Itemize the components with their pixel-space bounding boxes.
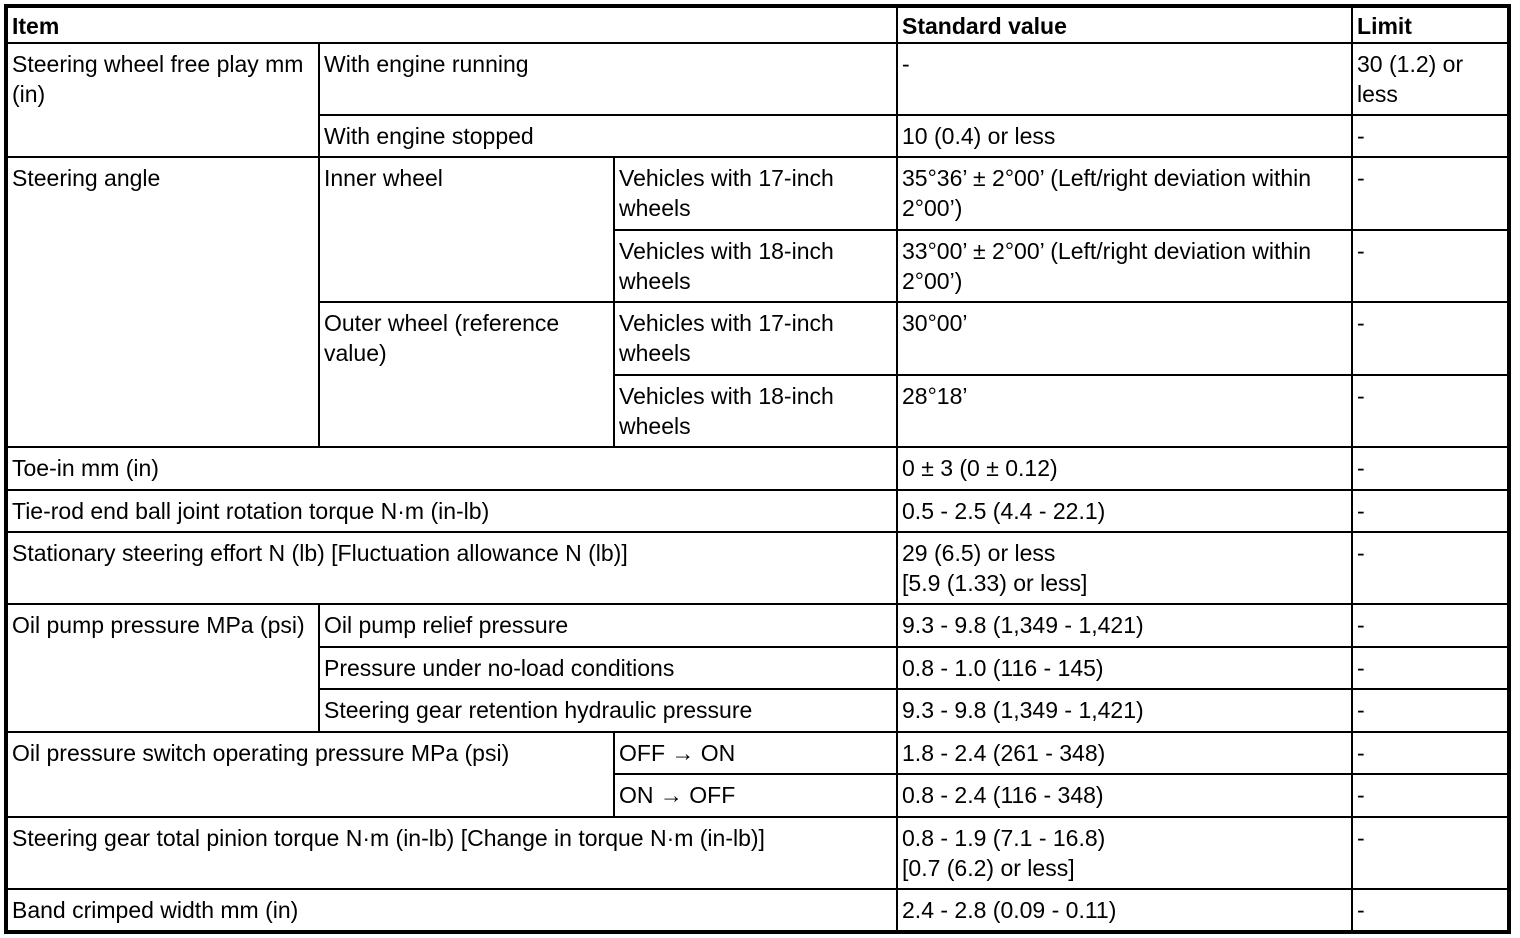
- table-row: [7, 532, 1508, 604]
- table-row: [7, 817, 1508, 889]
- standard-line-1: 29 (6.5) or less: [902, 540, 1056, 566]
- limit-inner-17: -: [1352, 157, 1508, 230]
- standard-outer-18: 28°18’: [897, 375, 1352, 447]
- outer-18-inch: Vehicles with 18-inch wheels: [614, 375, 897, 447]
- sub-engine-running: With engine running: [319, 43, 897, 115]
- standard-stationary-effort: [897, 532, 1352, 604]
- item-free-play: Steering wheel free play mm (in): [7, 43, 319, 157]
- inner-17-inch: Vehicles with 17-inch wheels: [614, 157, 897, 230]
- item-stationary-effort: Stationary steering effort N (lb) [Fluctuation allowance N (lb)]: [7, 532, 897, 604]
- header-limit: Limit: [1352, 7, 1508, 43]
- limit-outer-17: -: [1352, 302, 1508, 375]
- item-oil-pump-pressure: Oil pump pressure MPa (psi): [7, 604, 319, 732]
- limit-no-load-pressure: -: [1352, 647, 1508, 689]
- limit-band-crimped-width: -: [1352, 889, 1508, 931]
- table-row: [7, 889, 1508, 931]
- limit-engine-stopped: -: [1352, 115, 1508, 157]
- sub-outer-wheel: Outer wheel (reference value): [319, 302, 614, 447]
- item-tie-rod: Tie-rod end ball joint rotation torque N·m (in-lb): [7, 490, 897, 532]
- item-pinion-torque: Steering gear total pinion torque N·m (in-lb) [Change in torque N·m (in-lb)]: [7, 817, 897, 889]
- table-row: [7, 43, 1508, 115]
- item-toe-in: Toe-in mm (in): [7, 447, 897, 490]
- table-row: [7, 732, 1508, 774]
- limit-tie-rod: -: [1352, 490, 1508, 532]
- standard-band-crimped-width: 2.4 - 2.8 (0.09 - 0.11): [897, 889, 1352, 931]
- limit-off-to-on: -: [1352, 732, 1508, 774]
- sub-engine-stopped: With engine stopped: [319, 115, 897, 157]
- sub-relief-pressure: Oil pump relief pressure: [319, 604, 897, 647]
- inner-18-inch: Vehicles with 18-inch wheels: [614, 230, 897, 302]
- sub-no-load-pressure: Pressure under no-load conditions: [319, 647, 897, 689]
- standard-retention-pressure: 9.3 - 9.8 (1,349 - 1,421): [897, 689, 1352, 732]
- standard-outer-17: 30°00’: [897, 302, 1352, 375]
- item-band-crimped-width: Band crimped width mm (in): [7, 889, 897, 931]
- standard-line-2: [5.9 (1.33) or less]: [902, 570, 1088, 596]
- limit-engine-running: 30 (1.2) or less: [1352, 43, 1508, 115]
- standard-toe-in: 0 ± 3 (0 ± 0.12): [897, 447, 1352, 490]
- standard-pinion-torque: [897, 817, 1352, 889]
- standard-off-to-on: 1.8 - 2.4 (261 - 348): [897, 732, 1352, 774]
- table-row: [7, 157, 1508, 230]
- sub-off-to-on: OFF → ON: [614, 732, 897, 774]
- standard-inner-18: 33°00’ ± 2°00’ (Left/right deviation within 2°00’): [897, 230, 1352, 302]
- sub-on-to-off: ON → OFF: [614, 774, 897, 817]
- header-standard-value: Standard value: [897, 7, 1352, 43]
- limit-outer-18: -: [1352, 375, 1508, 447]
- specification-table: [6, 6, 1509, 932]
- standard-tie-rod: 0.5 - 2.5 (4.4 - 22.1): [897, 490, 1352, 532]
- limit-retention-pressure: -: [1352, 689, 1508, 732]
- sub-inner-wheel: Inner wheel: [319, 157, 614, 302]
- limit-stationary-effort: -: [1352, 532, 1508, 604]
- table-row: [7, 447, 1508, 490]
- table-row: [7, 490, 1508, 532]
- limit-relief-pressure: -: [1352, 604, 1508, 647]
- standard-line-1: 0.8 - 1.9 (7.1 - 16.8): [902, 825, 1106, 851]
- standard-engine-running: -: [897, 43, 1352, 115]
- outer-17-inch: Vehicles with 17-inch wheels: [614, 302, 897, 375]
- sub-retention-pressure: Steering gear retention hydraulic pressure: [319, 689, 897, 732]
- limit-pinion-torque: -: [1352, 817, 1508, 889]
- limit-toe-in: -: [1352, 447, 1508, 490]
- item-steering-angle: Steering angle: [7, 157, 319, 447]
- header-item: Item: [7, 7, 897, 43]
- standard-line-2: [0.7 (6.2) or less]: [902, 855, 1075, 881]
- table-row: [7, 604, 1508, 647]
- standard-inner-17: 35°36’ ± 2°00’ (Left/right deviation within 2°00’): [897, 157, 1352, 230]
- header-row: [7, 7, 1508, 43]
- standard-no-load-pressure: 0.8 - 1.0 (116 - 145): [897, 647, 1352, 689]
- standard-relief-pressure: 9.3 - 9.8 (1,349 - 1,421): [897, 604, 1352, 647]
- limit-on-to-off: -: [1352, 774, 1508, 817]
- limit-inner-18: -: [1352, 230, 1508, 302]
- standard-engine-stopped: 10 (0.4) or less: [897, 115, 1352, 157]
- standard-on-to-off: 0.8 - 2.4 (116 - 348): [897, 774, 1352, 817]
- item-oil-pressure-switch: Oil pressure switch operating pressure MPa (psi): [7, 732, 614, 817]
